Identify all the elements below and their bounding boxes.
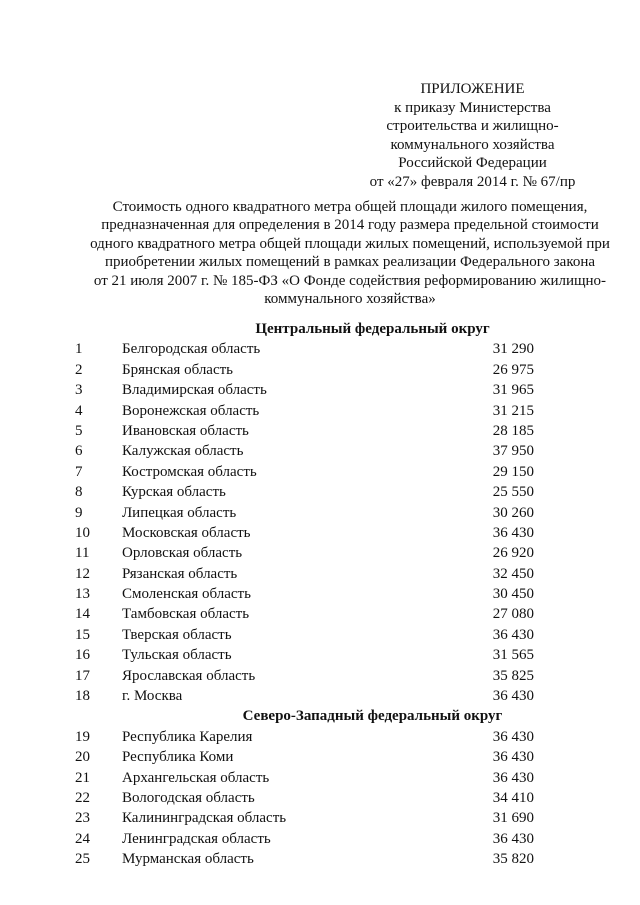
table-row xyxy=(0,747,640,767)
region-name: Ярославская область xyxy=(122,667,256,684)
row-number: 18 xyxy=(75,688,90,705)
table-row xyxy=(0,727,640,747)
region-name: Московская область xyxy=(122,524,251,541)
region-name: Орловская область xyxy=(122,545,243,562)
table-row xyxy=(0,808,640,828)
row-number: 1 xyxy=(75,341,83,358)
region-name: Белгородская область xyxy=(122,341,261,358)
appendix-line: строительства и жилищно- xyxy=(386,118,559,135)
row-number: 16 xyxy=(75,647,90,664)
region-name: Республика Коми xyxy=(122,749,234,766)
row-number: 14 xyxy=(75,606,90,623)
row-number: 11 xyxy=(75,545,90,562)
cost-value: 36 430 xyxy=(492,688,534,705)
cost-value: 31 290 xyxy=(492,341,534,358)
row-number: 17 xyxy=(75,667,90,684)
cost-value: 37 950 xyxy=(492,443,534,460)
row-number: 19 xyxy=(75,728,90,745)
row-number: 2 xyxy=(75,361,83,378)
table-row xyxy=(0,829,640,849)
region-name: Мурманская область xyxy=(122,851,254,868)
cost-value: 30 260 xyxy=(492,504,534,521)
table-row xyxy=(0,421,640,441)
title-line: от 21 июля 2007 г. № 185-ФЗ «О Фонде содействия реформированию жилищно- xyxy=(93,272,607,289)
cost-value: 26 975 xyxy=(492,361,534,378)
district-heading: Северо-Западный федеральный округ xyxy=(242,708,503,725)
title-line: предназначенная для определения в 2014 году размера предельной стоимости xyxy=(101,217,599,234)
region-name: Брянская область xyxy=(122,361,234,378)
region-name: г. Москва xyxy=(122,688,183,705)
cost-value: 36 430 xyxy=(492,524,534,541)
row-number: 5 xyxy=(75,422,83,439)
region-name: Рязанская область xyxy=(122,565,238,582)
row-number: 20 xyxy=(75,749,90,766)
cost-value: 30 450 xyxy=(492,586,534,603)
cost-value: 29 150 xyxy=(492,463,534,480)
table-row xyxy=(0,482,640,502)
row-number: 7 xyxy=(75,463,83,480)
table-row xyxy=(0,441,640,461)
appendix-line: коммунального хозяйства xyxy=(390,136,555,153)
table-row xyxy=(0,604,640,624)
price-table xyxy=(0,319,640,870)
appendix-order-date: от «27» февраля 2014 г. № 67/пр xyxy=(369,173,576,190)
cost-value: 26 920 xyxy=(492,545,534,562)
table-row xyxy=(0,625,640,645)
table-row xyxy=(0,503,640,523)
table-row xyxy=(0,645,640,665)
row-number: 24 xyxy=(75,830,90,847)
appendix-heading: ПРИЛОЖЕНИЕ xyxy=(420,81,525,97)
row-number: 6 xyxy=(75,443,83,460)
cost-value: 28 185 xyxy=(492,422,534,439)
cost-value: 34 410 xyxy=(492,789,534,806)
cost-value: 36 430 xyxy=(492,728,534,745)
region-name: Калининградская область xyxy=(122,810,287,827)
region-name: Тамбовская область xyxy=(122,606,250,623)
cost-value: 36 430 xyxy=(492,769,534,786)
table-row xyxy=(0,462,640,482)
cost-value: 31 690 xyxy=(492,810,534,827)
cost-value: 35 820 xyxy=(492,851,534,868)
cost-value: 36 430 xyxy=(492,830,534,847)
title-line: коммунального хозяйства» xyxy=(264,291,436,308)
table-row xyxy=(0,686,640,706)
appendix-header xyxy=(330,80,615,192)
row-number: 15 xyxy=(75,626,90,643)
cost-value: 35 825 xyxy=(492,667,534,684)
region-name: Воронежская область xyxy=(122,402,260,419)
title-line: приобретении жилых помещений в рамках реализации Федерального закона xyxy=(104,254,596,271)
region-name: Костромская область xyxy=(122,463,257,480)
district-heading: Центральный федеральный округ xyxy=(255,321,490,337)
table-row xyxy=(0,523,640,543)
region-name: Тульская область xyxy=(122,647,232,664)
region-name: Тверская область xyxy=(122,626,232,643)
row-number: 3 xyxy=(75,382,83,399)
region-name: Ивановская область xyxy=(122,422,249,439)
region-name: Вологодская область xyxy=(122,789,255,806)
table-row xyxy=(0,564,640,584)
cost-value: 25 550 xyxy=(492,484,534,501)
table-row xyxy=(0,543,640,563)
region-name: Архангельская область xyxy=(122,769,270,786)
cost-value: 36 430 xyxy=(492,749,534,766)
document-title xyxy=(50,198,640,308)
row-number: 21 xyxy=(75,769,90,786)
row-number: 9 xyxy=(75,504,83,521)
title-line: Стоимость одного квадратного метра общей площади жилого помещения, xyxy=(112,199,588,215)
cost-value: 32 450 xyxy=(492,565,534,582)
cost-value: 31 565 xyxy=(492,647,534,664)
row-number: 8 xyxy=(75,484,83,501)
table-row xyxy=(0,360,640,380)
table-row xyxy=(0,584,640,604)
row-number: 25 xyxy=(75,851,90,868)
cost-value: 36 430 xyxy=(492,626,534,643)
table-row xyxy=(0,788,640,808)
region-name: Смоленская область xyxy=(122,586,251,603)
region-name: Владимирская область xyxy=(122,382,267,399)
table-row xyxy=(0,339,640,359)
row-number: 12 xyxy=(75,565,90,582)
region-name: Республика Карелия xyxy=(122,728,253,745)
table-row xyxy=(0,380,640,400)
cost-value: 27 080 xyxy=(492,606,534,623)
row-number: 10 xyxy=(75,524,90,541)
appendix-line: к приказу Министерства xyxy=(394,99,551,116)
region-name: Калужская область xyxy=(122,443,244,460)
cost-value: 31 965 xyxy=(492,382,534,399)
table-row xyxy=(0,401,640,421)
table-row xyxy=(0,849,640,869)
row-number: 4 xyxy=(75,402,83,419)
region-name: Липецкая область xyxy=(122,504,237,521)
row-number: 23 xyxy=(75,810,90,827)
row-number: 13 xyxy=(75,586,90,603)
region-name: Ленинградская область xyxy=(122,830,271,847)
table-row xyxy=(0,666,640,686)
appendix-line: Российской Федерации xyxy=(398,155,547,172)
row-number: 22 xyxy=(75,789,90,806)
cost-value: 31 215 xyxy=(492,402,534,419)
title-line: одного квадратного метра общей площади жилых помещений, используемой при xyxy=(90,235,610,252)
table-row xyxy=(0,768,640,788)
region-name: Курская область xyxy=(122,484,226,501)
